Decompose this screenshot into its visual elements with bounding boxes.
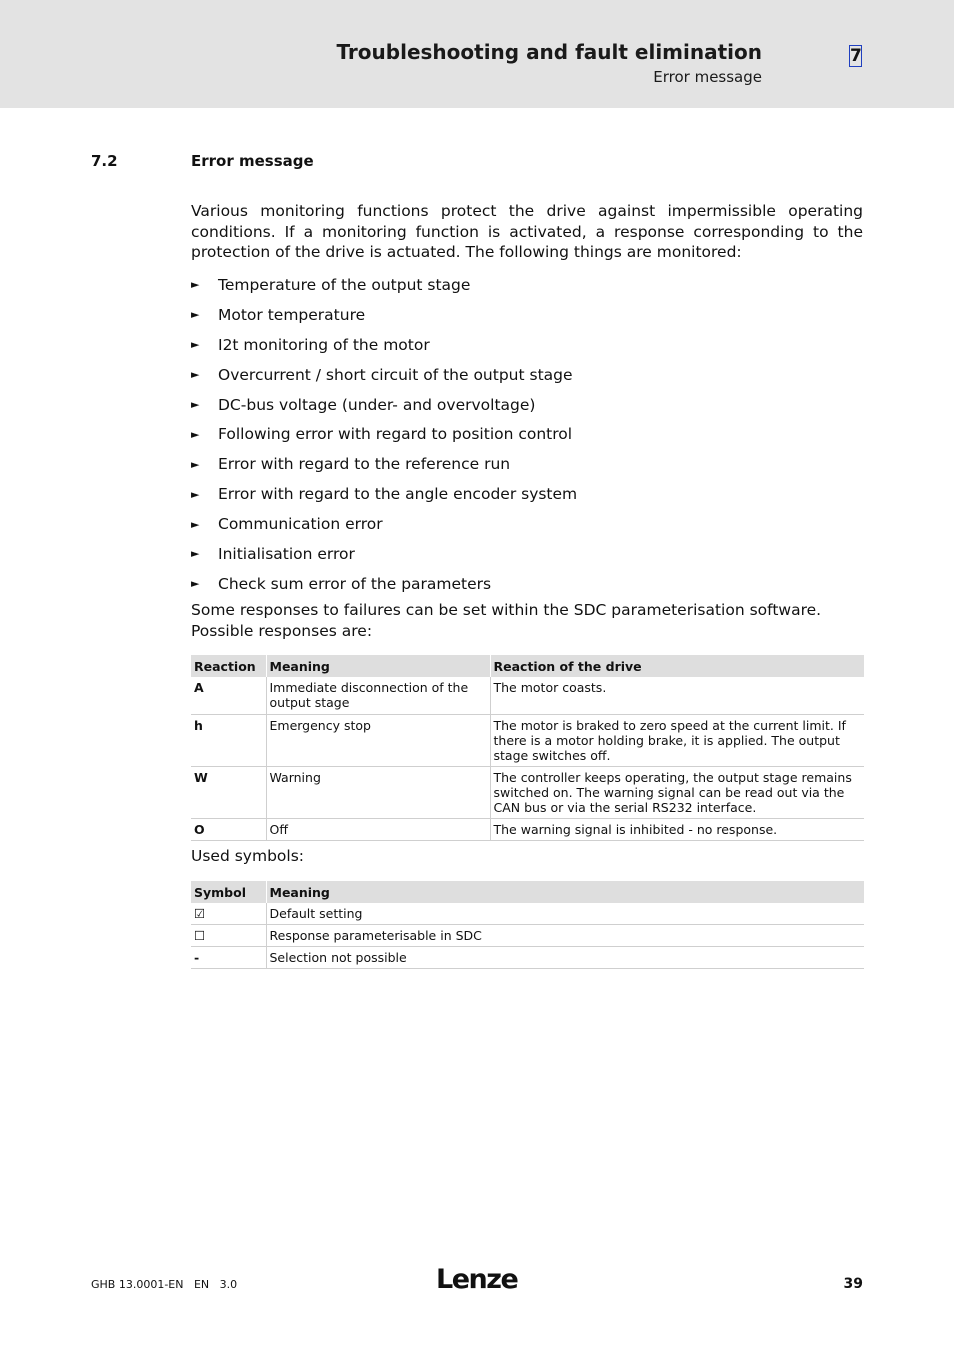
section-title: Error message bbox=[191, 152, 314, 170]
reaction-meaning: Warning bbox=[266, 766, 490, 818]
drive-reaction: The motor coasts. bbox=[490, 677, 864, 714]
triangle-bullet-icon: ► bbox=[191, 278, 200, 292]
triangle-bullet-icon: ► bbox=[191, 577, 200, 591]
table-row bbox=[191, 947, 864, 969]
column-header-symbol: Symbol bbox=[191, 881, 266, 903]
table-row bbox=[191, 766, 864, 818]
triangle-bullet-icon: ► bbox=[191, 338, 200, 352]
symbol-meaning: Default setting bbox=[266, 903, 864, 925]
table-row bbox=[191, 714, 864, 766]
symbol-meaning: Response parameterisable in SDC bbox=[266, 925, 864, 947]
reaction-code: A bbox=[191, 677, 266, 714]
triangle-bullet-icon: ► bbox=[191, 308, 200, 322]
chapter-subtitle: Error message bbox=[653, 68, 762, 86]
column-header-meaning: Meaning bbox=[266, 655, 490, 677]
used-symbols-label: Used symbols: bbox=[191, 847, 304, 865]
reaction-code: O bbox=[191, 818, 266, 840]
empty-box-icon: ☐ bbox=[191, 925, 266, 947]
page-header bbox=[0, 0, 954, 108]
list-item: ► Initialisation error bbox=[191, 544, 355, 563]
triangle-bullet-icon: ► bbox=[191, 427, 200, 441]
triangle-bullet-icon: ► bbox=[191, 547, 200, 561]
triangle-bullet-icon: ► bbox=[191, 368, 200, 382]
drive-reaction: The motor is braked to zero speed at the current limit. If there is a motor holding brake, it is applied. The output stage switches off. bbox=[490, 714, 864, 766]
symbols-table bbox=[191, 881, 864, 969]
list-item: ► Overcurrent / short circuit of the output stage bbox=[191, 365, 573, 384]
reaction-code: W bbox=[191, 766, 266, 818]
reactions-table bbox=[191, 655, 864, 841]
triangle-bullet-icon: ► bbox=[191, 487, 200, 501]
responses-paragraph: Some responses to failures can be set within the SDC parameterisation software. Possible responses are: bbox=[191, 601, 822, 640]
triangle-bullet-icon: ► bbox=[191, 517, 200, 531]
section-number: 7.2 bbox=[91, 152, 118, 170]
table-row bbox=[191, 925, 864, 947]
column-header-drive-reaction: Reaction of the drive bbox=[490, 655, 864, 677]
table-header-row bbox=[191, 881, 864, 903]
triangle-bullet-icon: ► bbox=[191, 398, 200, 411]
list-item: ► Error with regard to the reference run bbox=[191, 455, 511, 474]
column-header-meaning: Meaning bbox=[266, 881, 864, 903]
page-number: 39 bbox=[843, 1276, 863, 1292]
chapter-title: Troubleshooting and fault elimination bbox=[336, 40, 762, 64]
reaction-meaning: Emergency stop bbox=[266, 714, 490, 766]
reaction-meaning: Immediate disconnection of the output stage bbox=[266, 677, 490, 714]
list-item: ► Motor temperature bbox=[191, 305, 366, 324]
symbol-meaning: Selection not possible bbox=[266, 947, 864, 969]
reaction-code: h bbox=[191, 714, 266, 766]
monitored-list bbox=[191, 270, 863, 599]
lenze-logo: Lenze bbox=[436, 1264, 518, 1295]
triangle-bullet-icon: ► bbox=[191, 457, 200, 471]
list-item: ► Error with regard to the angle encoder system bbox=[191, 485, 578, 504]
table-row bbox=[191, 903, 864, 925]
reaction-meaning: Off bbox=[266, 818, 490, 840]
list-item: ► Check sum error of the parameters bbox=[191, 574, 492, 593]
drive-reaction: The controller keeps operating, the output stage remains switched on. The warning signal can be read out via the CAN bus or via the serial RS232 interface. bbox=[490, 766, 864, 818]
table-row bbox=[191, 677, 864, 714]
list-item: ► Temperature of the output stage bbox=[191, 275, 471, 294]
checked-box-icon: ☑ bbox=[191, 903, 266, 925]
list-item: ► Following error with regard to position control bbox=[191, 425, 573, 444]
document-id: GHB 13.0001-EN EN 3.0 bbox=[91, 1278, 238, 1291]
intro-paragraph: Various monitoring functions protect the drive against impermissible operating conditions. If a monitoring function is activated, a response corresponding to the protection of the drive is actuated. The following things are monitored: bbox=[191, 202, 863, 261]
drive-reaction: The warning signal is inhibited - no response. bbox=[490, 818, 864, 840]
list-item: ► Communication error bbox=[191, 515, 383, 534]
dash-symbol: - bbox=[191, 947, 266, 969]
table-header-row bbox=[191, 655, 864, 677]
table-row bbox=[191, 818, 864, 840]
chapter-number-badge[interactable]: 7 bbox=[850, 46, 862, 66]
list-item: ► I2t monitoring of the motor bbox=[191, 335, 430, 354]
column-header-reaction: Reaction bbox=[191, 655, 266, 677]
list-item: ► DC-bus voltage (under- and overvoltage) bbox=[191, 395, 536, 414]
